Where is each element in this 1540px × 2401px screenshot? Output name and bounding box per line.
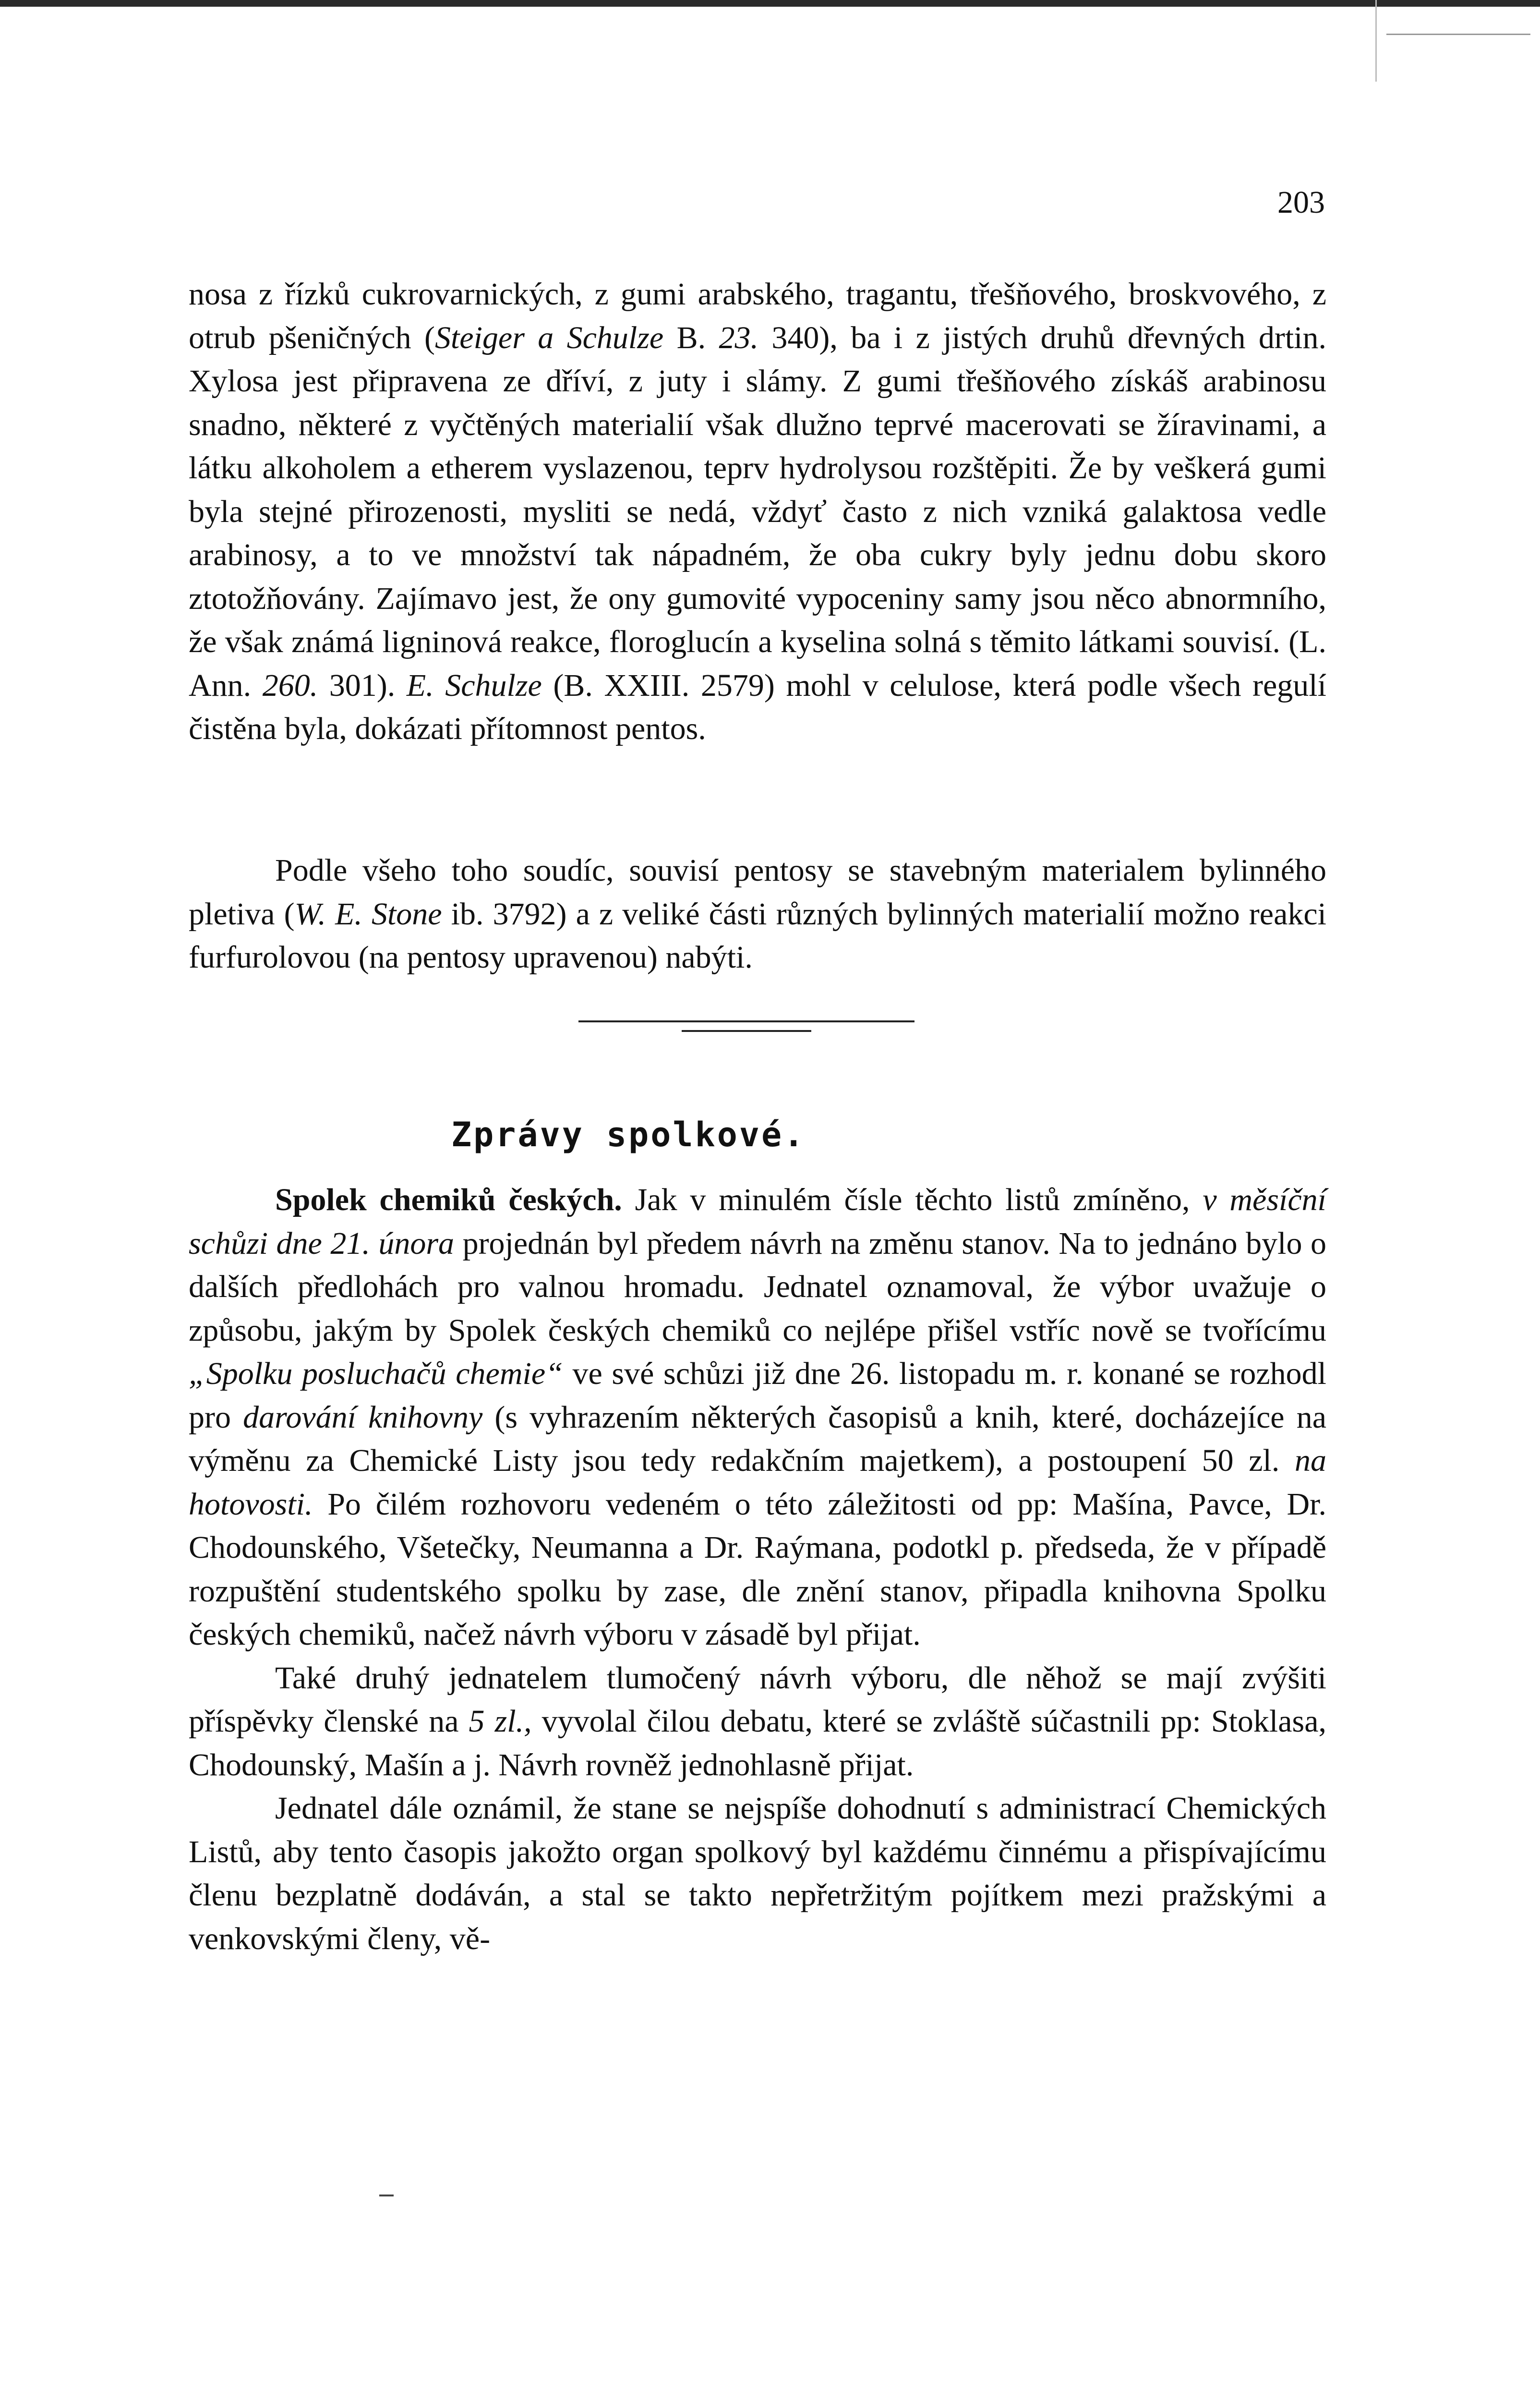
section-divider-short <box>682 1030 811 1032</box>
scan-edge-shadow <box>0 0 1540 7</box>
text-run: vyvolal čilou debatu, které se zvláště súčastnili pp: Stoklasa, Chodounský, Mašín a j. Návrh rovněž jednohlasně přijat. <box>189 1704 1326 1783</box>
library-donation: darování knihovny <box>243 1399 483 1435</box>
text-run: ve své schůzi již dne 26. listopadu m. r. konané se rozhodl pro <box>189 1356 1326 1435</box>
scan-corner-mark <box>1375 0 1540 82</box>
text-run: nosa z řízků cukrovarnických, z gumi arabského, tragantu, třešňového, broskvového, z otrub pšeničných ( <box>189 277 1326 355</box>
citation-authors: Steiger a Schulze <box>434 320 664 355</box>
cash-mention: na hotovosti. <box>189 1443 1326 1522</box>
society-name: Spolek chemiků českých. <box>275 1182 622 1217</box>
text-run: projednán byl předem návrh na změnu stanov. Na to jednáno bylo o dalších předlohách pro valnou hromadu. Jednatel oznamoval, že výbor uvažuje o způsobu, jakým by Spolek českých chemiků co nejlépe přišel vstříc nově se tvořícímu <box>189 1225 1326 1348</box>
text-run: (B. XXIII. 2579) mohl v celulose, která podle všech regulí čistěna byla, dokázati přítomnost pentos. <box>189 667 1326 746</box>
article-conclusion <box>189 849 1326 980</box>
text-run: B. <box>663 320 719 355</box>
paragraph-meeting <box>189 1178 1326 1657</box>
section-heading: Zprávy spolkové. <box>451 1115 806 1154</box>
text-run: ib. 3792) a z veliké části různých bylinných materialií možno reakci furfurolovou (na pentosy upravenou) nabýti. <box>189 896 1327 975</box>
page-number: 203 <box>1277 185 1325 220</box>
student-society-name: „Spolku posluchačů chemie“ <box>189 1356 563 1391</box>
paragraph-gum-sources <box>189 273 1326 751</box>
citation-author: E. Schulze <box>406 667 542 703</box>
paragraph-journal: Jednatel dále oznámil, že stane se nejspíše dohodnutí s administrací Chemických Listů, aby tento časopis jakožto organ spolkový byl každému činnému a přispívajícímu členu bezplatně dodáván, a stal se takto nepřetržitým pojítkem mezi pražskými a venkovskými členy, vě- <box>189 1791 1326 1956</box>
text-run: Také druhý jednatelem tlumočený návrh výboru, dle něhož se mají zvýšiti příspěvky členské na <box>189 1660 1326 1739</box>
stray-mark <box>379 2195 394 2196</box>
article-continuation <box>189 273 1326 751</box>
text-run: 340), ba i z jistých druhů dřevných drtin. Xylosa jest připravena ze dříví, z juty i slámy. Z gumi třešňového získáš arabinosu snadno, některé z vyčtěných materialií však dlužno teprvé macerovati se žíravinami, a látku alkoholem a etherem vyslazenou, teprv hydrolysou rozštěpiti. Že by veškerá gumi byla stejné přirozenosti, mysliti se nedá, vždyť často z nich vzniká galaktosa vedle arabinosy, a to ve množství tak nápadném, že oba cukry byly jednu dobu skoro ztotožňovány. Zajímavo jest, že ony gumovité vypoceniny samy jsou něco abnormního, že však známá ligninová reakce, floroglucín a kyselina solná s těmito látkami souvisí. (L. Ann. <box>189 320 1327 703</box>
citation-volume: 23. <box>719 320 758 355</box>
citation-author: W. E. Stone <box>294 896 442 932</box>
section-divider <box>578 1020 914 1022</box>
text-run: Podle všeho toho soudíc, souvisí pentosy se stavebným materialem bylinného pletiva ( <box>189 853 1326 932</box>
paragraph-pentoses <box>189 849 1326 980</box>
text-run: Jak v minulém čísle těchto listů zmíněno, <box>622 1182 1203 1217</box>
meeting-date: v měsíční schůzi dne 21. února <box>189 1182 1327 1261</box>
paragraph-fees <box>189 1657 1326 1787</box>
fee-amount: 5 zl., <box>469 1704 532 1739</box>
citation-volume: 260. <box>262 667 318 703</box>
text-run: (s vyhrazením některých časopisů a knih, které, docházejíce na výměnu za Chemické Listy jsou tedy redakčním majetkem), a postoupení 50 zl. <box>189 1399 1326 1478</box>
society-report <box>189 1178 1326 1961</box>
text-run: 301). <box>318 667 407 703</box>
text-run: Po čilém rozhovoru vedeném o této záležitosti od pp: Mašína, Pavce, Dr. Chodounského, Všetečky, Neumanna a Dr. Raýmana, podotkl p. předseda, že v případě rozpuštění studentského spolku by zase, dle znění stanov, připadla knihovna Spolku českých chemiků, načež návrh výboru v zásadě byl přijat. <box>189 1486 1326 1652</box>
